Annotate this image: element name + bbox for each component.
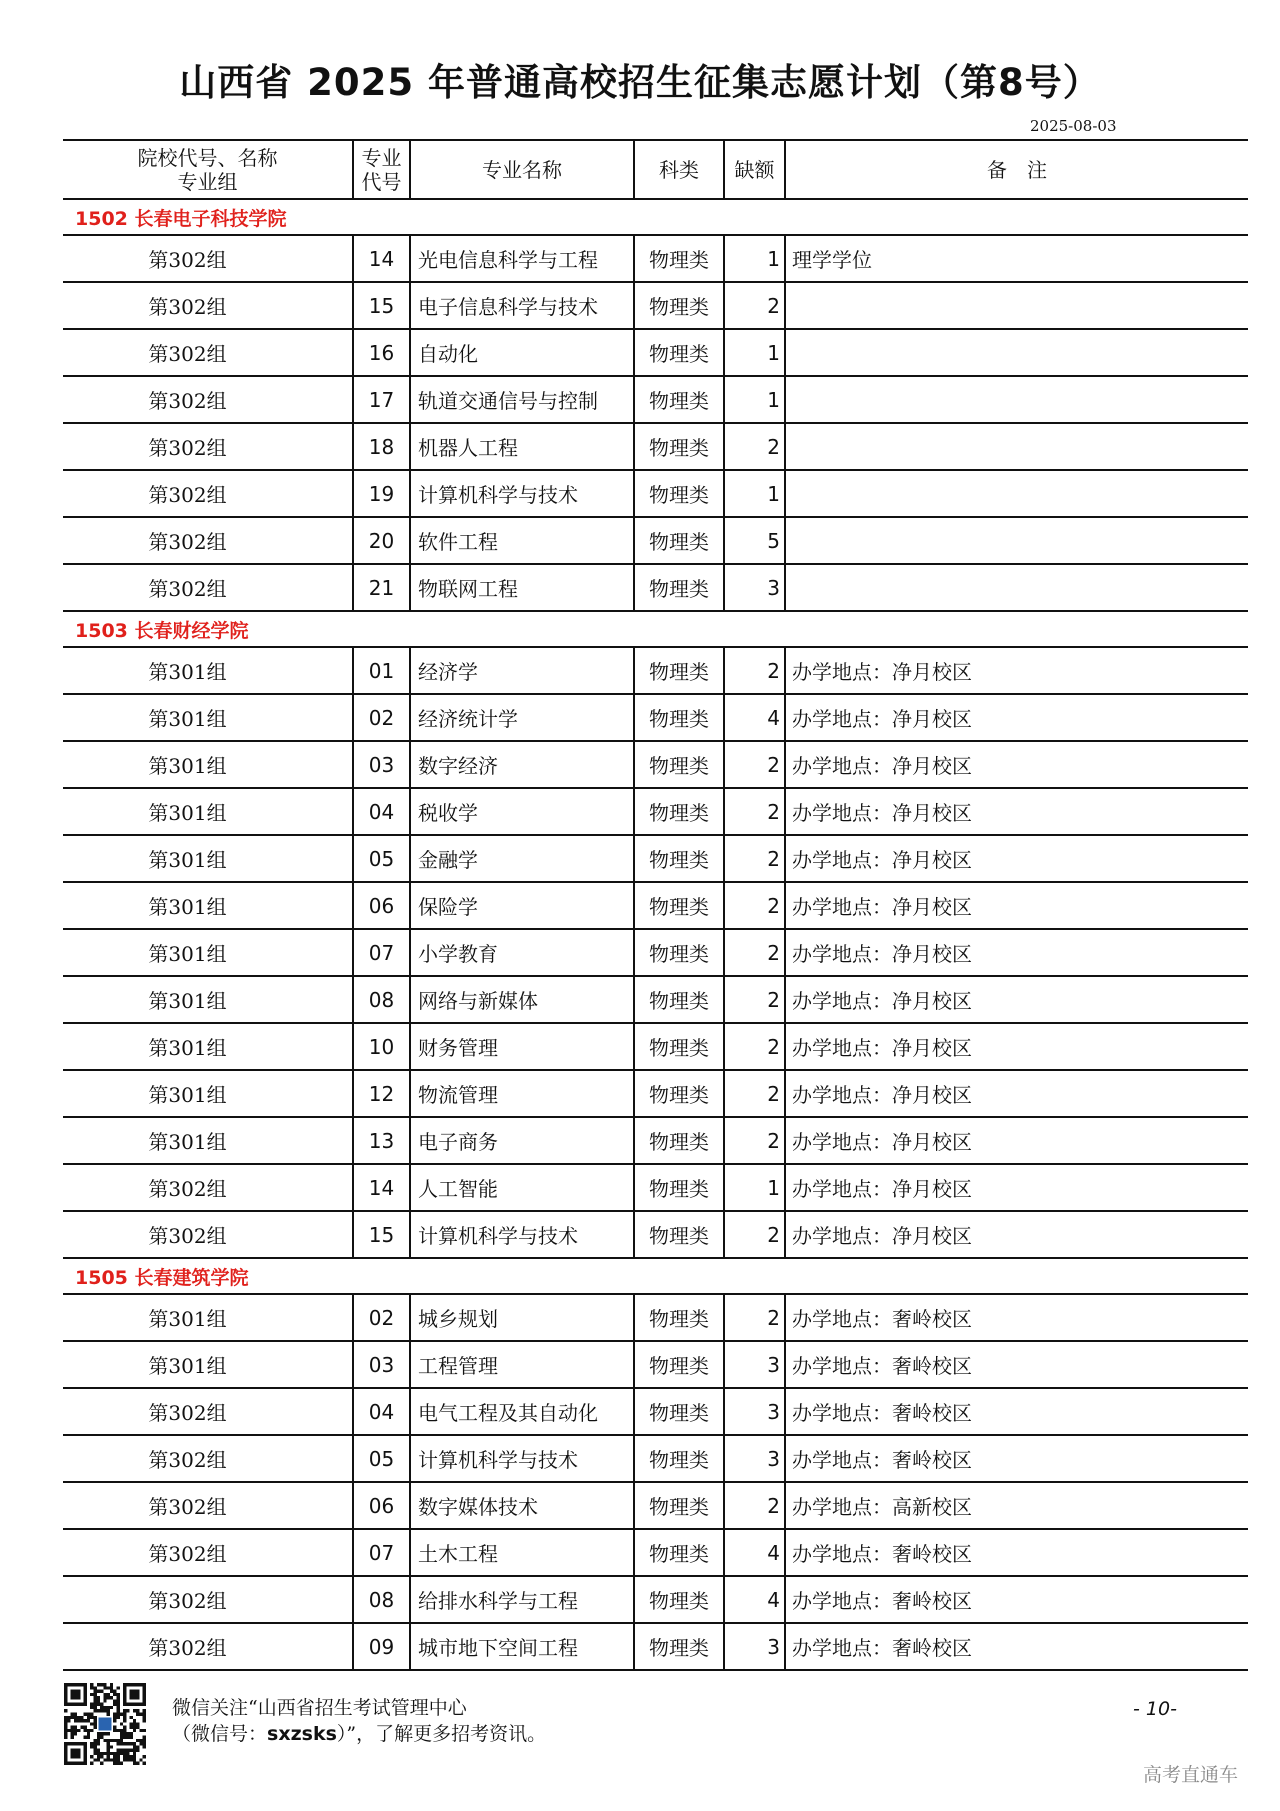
cell-note: 办学地点：高新校区 <box>785 1482 1248 1529</box>
cell-vacancy: 2 <box>724 1294 785 1341</box>
cell-group: 第301组 <box>63 788 353 835</box>
cell-category: 物理类 <box>634 1529 724 1576</box>
cell-name: 电子商务 <box>410 1117 634 1164</box>
cell-code: 05 <box>353 1435 410 1482</box>
cell-vacancy: 2 <box>724 1023 785 1070</box>
cell-group: 第302组 <box>63 376 353 423</box>
table-row <box>63 1529 1248 1576</box>
table-row <box>63 647 1248 694</box>
cell-category: 物理类 <box>634 1164 724 1211</box>
cell-vacancy: 4 <box>724 1576 785 1623</box>
cell-group: 第302组 <box>63 1576 353 1623</box>
cell-name: 税收学 <box>410 788 634 835</box>
cell-code: 03 <box>353 741 410 788</box>
table-row <box>63 470 1248 517</box>
cell-name: 数字媒体技术 <box>410 1482 634 1529</box>
cell-vacancy: 1 <box>724 376 785 423</box>
footer-suffix: ）”，了解更多招考资讯。 <box>336 1723 547 1745</box>
cell-code: 12 <box>353 1070 410 1117</box>
table-row <box>63 235 1248 282</box>
cell-category: 物理类 <box>634 376 724 423</box>
cell-group: 第302组 <box>63 1623 353 1670</box>
cell-vacancy: 1 <box>724 329 785 376</box>
cell-vacancy: 2 <box>724 1211 785 1258</box>
cell-note: 办学地点：净月校区 <box>785 835 1248 882</box>
cell-group: 第302组 <box>63 517 353 564</box>
cell-category: 物理类 <box>634 1388 724 1435</box>
table-row <box>63 1211 1248 1258</box>
cell-note: 办学地点：净月校区 <box>785 882 1248 929</box>
cell-name: 财务管理 <box>410 1023 634 1070</box>
cell-name: 软件工程 <box>410 517 634 564</box>
table-row <box>63 1023 1248 1070</box>
cell-code: 13 <box>353 1117 410 1164</box>
cell-group: 第302组 <box>63 1211 353 1258</box>
header-group: 院校代号、名称 专业组 <box>63 140 353 199</box>
cell-note: 办学地点：净月校区 <box>785 788 1248 835</box>
footer-prefix: （微信号： <box>172 1723 268 1745</box>
cell-name: 工程管理 <box>410 1341 634 1388</box>
cell-vacancy: 3 <box>724 1623 785 1670</box>
cell-group: 第301组 <box>63 1023 353 1070</box>
admission-plan-table <box>63 139 1248 1671</box>
cell-name: 计算机科学与技术 <box>410 1435 634 1482</box>
cell-vacancy: 2 <box>724 741 785 788</box>
cell-group: 第302组 <box>63 470 353 517</box>
cell-vacancy: 1 <box>724 1164 785 1211</box>
cell-note: 办学地点：奢岭校区 <box>785 1529 1248 1576</box>
cell-code: 20 <box>353 517 410 564</box>
cell-category: 物理类 <box>634 1211 724 1258</box>
cell-note: 办学地点：净月校区 <box>785 741 1248 788</box>
document-date: 2025-08-03 <box>1030 117 1117 135</box>
cell-code: 15 <box>353 1211 410 1258</box>
cell-category: 物理类 <box>634 329 724 376</box>
header-vacancy: 缺额 <box>724 140 785 199</box>
cell-category: 物理类 <box>634 1117 724 1164</box>
cell-group: 第301组 <box>63 1341 353 1388</box>
cell-vacancy: 4 <box>724 1529 785 1576</box>
header-code: 专业 代号 <box>353 140 410 199</box>
cell-category: 物理类 <box>634 647 724 694</box>
cell-note <box>785 423 1248 470</box>
cell-vacancy: 2 <box>724 929 785 976</box>
cell-note: 办学地点：净月校区 <box>785 1117 1248 1164</box>
cell-code: 08 <box>353 976 410 1023</box>
cell-group: 第301组 <box>63 929 353 976</box>
cell-group: 第301组 <box>63 1294 353 1341</box>
cell-note: 办学地点：净月校区 <box>785 929 1248 976</box>
table-row <box>63 1576 1248 1623</box>
cell-vacancy: 3 <box>724 1435 785 1482</box>
table-row <box>63 564 1248 611</box>
table-row <box>63 1164 1248 1211</box>
table-row <box>63 1435 1248 1482</box>
cell-vacancy: 2 <box>724 423 785 470</box>
cell-vacancy: 2 <box>724 835 785 882</box>
cell-name: 机器人工程 <box>410 423 634 470</box>
cell-code: 17 <box>353 376 410 423</box>
qr-code-icon <box>64 1683 146 1765</box>
cell-code: 10 <box>353 1023 410 1070</box>
cell-code: 18 <box>353 423 410 470</box>
cell-group: 第301组 <box>63 647 353 694</box>
cell-note: 办学地点：奢岭校区 <box>785 1576 1248 1623</box>
table-row <box>63 882 1248 929</box>
table-row <box>63 788 1248 835</box>
cell-category: 物理类 <box>634 517 724 564</box>
cell-note: 办学地点：净月校区 <box>785 1070 1248 1117</box>
table-row <box>63 1294 1248 1341</box>
cell-code: 06 <box>353 882 410 929</box>
cell-group: 第302组 <box>63 423 353 470</box>
cell-code: 16 <box>353 329 410 376</box>
cell-category: 物理类 <box>634 929 724 976</box>
cell-category: 物理类 <box>634 835 724 882</box>
cell-vacancy: 3 <box>724 1341 785 1388</box>
table-row <box>63 835 1248 882</box>
cell-vacancy: 1 <box>724 470 785 517</box>
cell-group: 第302组 <box>63 564 353 611</box>
cell-note: 办学地点：净月校区 <box>785 1023 1248 1070</box>
cell-code: 03 <box>353 1341 410 1388</box>
cell-group: 第302组 <box>63 1482 353 1529</box>
cell-vacancy: 2 <box>724 1070 785 1117</box>
table-row <box>63 694 1248 741</box>
school-name: 1503 长春财经学院 <box>63 611 1248 647</box>
cell-vacancy: 2 <box>724 282 785 329</box>
cell-group: 第301组 <box>63 835 353 882</box>
cell-vacancy: 4 <box>724 694 785 741</box>
cell-note: 办学地点：净月校区 <box>785 647 1248 694</box>
cell-group: 第301组 <box>63 741 353 788</box>
cell-group: 第301组 <box>63 976 353 1023</box>
cell-category: 物理类 <box>634 282 724 329</box>
cell-vacancy: 3 <box>724 1388 785 1435</box>
cell-note: 办学地点：净月校区 <box>785 1211 1248 1258</box>
cell-code: 15 <box>353 282 410 329</box>
cell-code: 19 <box>353 470 410 517</box>
school-name: 1502 长春电子科技学院 <box>63 199 1248 235</box>
footer-note <box>172 1695 546 1747</box>
cell-note <box>785 564 1248 611</box>
cell-group: 第302组 <box>63 1388 353 1435</box>
cell-note <box>785 470 1248 517</box>
cell-code: 02 <box>353 1294 410 1341</box>
cell-note <box>785 376 1248 423</box>
cell-code: 04 <box>353 788 410 835</box>
cell-name: 轨道交通信号与控制 <box>410 376 634 423</box>
cell-name: 金融学 <box>410 835 634 882</box>
cell-category: 物理类 <box>634 1341 724 1388</box>
cell-name: 保险学 <box>410 882 634 929</box>
cell-group: 第301组 <box>63 882 353 929</box>
cell-vacancy: 5 <box>724 517 785 564</box>
page-title: 山西省 2025 年普通高校招生征集志愿计划（第8号） <box>179 61 1101 104</box>
cell-code: 21 <box>353 564 410 611</box>
cell-code: 08 <box>353 1576 410 1623</box>
cell-vacancy: 2 <box>724 647 785 694</box>
table-row <box>63 376 1248 423</box>
cell-group: 第302组 <box>63 235 353 282</box>
cell-category: 物理类 <box>634 882 724 929</box>
cell-vacancy: 2 <box>724 882 785 929</box>
cell-group: 第301组 <box>63 694 353 741</box>
cell-category: 物理类 <box>634 470 724 517</box>
cell-name: 土木工程 <box>410 1529 634 1576</box>
table-body <box>63 199 1248 1670</box>
cell-category: 物理类 <box>634 1023 724 1070</box>
cell-code: 07 <box>353 929 410 976</box>
footer-line-2 <box>172 1721 546 1747</box>
table-row <box>63 929 1248 976</box>
cell-name: 经济学 <box>410 647 634 694</box>
cell-category: 物理类 <box>634 1482 724 1529</box>
cell-note: 办学地点：奢岭校区 <box>785 1341 1248 1388</box>
cell-name: 计算机科学与技术 <box>410 1211 634 1258</box>
table-row <box>63 1482 1248 1529</box>
cell-vacancy: 2 <box>724 1482 785 1529</box>
cell-name: 自动化 <box>410 329 634 376</box>
cell-note <box>785 329 1248 376</box>
cell-group: 第302组 <box>63 1435 353 1482</box>
cell-category: 物理类 <box>634 1070 724 1117</box>
cell-code: 09 <box>353 1623 410 1670</box>
cell-category: 物理类 <box>634 235 724 282</box>
cell-category: 物理类 <box>634 788 724 835</box>
cell-code: 04 <box>353 1388 410 1435</box>
cell-name: 城市地下空间工程 <box>410 1623 634 1670</box>
cell-name: 计算机科学与技术 <box>410 470 634 517</box>
cell-code: 02 <box>353 694 410 741</box>
cell-category: 物理类 <box>634 1294 724 1341</box>
cell-vacancy: 3 <box>724 564 785 611</box>
cell-category: 物理类 <box>634 976 724 1023</box>
cell-name: 数字经济 <box>410 741 634 788</box>
cell-group: 第302组 <box>63 1529 353 1576</box>
cell-vacancy: 2 <box>724 1117 785 1164</box>
header-note: 备 注 <box>785 140 1248 199</box>
page-number: - 10- <box>1133 1698 1177 1720</box>
cell-category: 物理类 <box>634 1435 724 1482</box>
cell-vacancy: 1 <box>724 235 785 282</box>
cell-group: 第302组 <box>63 329 353 376</box>
table-row <box>63 517 1248 564</box>
cell-code: 14 <box>353 1164 410 1211</box>
cell-code: 14 <box>353 235 410 282</box>
school-section-header <box>63 611 1248 647</box>
cell-category: 物理类 <box>634 564 724 611</box>
cell-note: 办学地点：净月校区 <box>785 694 1248 741</box>
school-section-header <box>63 199 1248 235</box>
cell-group: 第301组 <box>63 1117 353 1164</box>
cell-note <box>785 517 1248 564</box>
cell-name: 给排水科学与工程 <box>410 1576 634 1623</box>
cell-name: 城乡规划 <box>410 1294 634 1341</box>
header-category: 科类 <box>634 140 724 199</box>
table-row <box>63 1117 1248 1164</box>
table-row <box>63 329 1248 376</box>
school-name: 1505 长春建筑学院 <box>63 1258 1248 1294</box>
table-row <box>63 976 1248 1023</box>
header-name: 专业名称 <box>410 140 634 199</box>
cell-category: 物理类 <box>634 1576 724 1623</box>
table-row <box>63 1070 1248 1117</box>
table-row <box>63 741 1248 788</box>
wechat-id: sxzsks <box>267 1723 337 1745</box>
cell-note: 办学地点：净月校区 <box>785 1164 1248 1211</box>
cell-category: 物理类 <box>634 423 724 470</box>
cell-name: 经济统计学 <box>410 694 634 741</box>
footer-line-1: 微信关注“山西省招生考试管理中心 <box>172 1697 467 1719</box>
cell-group: 第302组 <box>63 1164 353 1211</box>
cell-name: 人工智能 <box>410 1164 634 1211</box>
cell-code: 05 <box>353 835 410 882</box>
cell-name: 光电信息科学与工程 <box>410 235 634 282</box>
cell-group: 第302组 <box>63 282 353 329</box>
table-row <box>63 282 1248 329</box>
cell-note: 理学学位 <box>785 235 1248 282</box>
cell-code: 07 <box>353 1529 410 1576</box>
cell-note <box>785 282 1248 329</box>
watermark: 高考直通车 <box>1143 1764 1239 1786</box>
cell-name: 小学教育 <box>410 929 634 976</box>
table-row <box>63 1388 1248 1435</box>
cell-vacancy: 2 <box>724 788 785 835</box>
school-section-header <box>63 1258 1248 1294</box>
cell-note: 办学地点：奢岭校区 <box>785 1388 1248 1435</box>
table-header-row <box>63 140 1248 199</box>
table-row <box>63 1623 1248 1670</box>
cell-vacancy: 2 <box>724 976 785 1023</box>
cell-name: 物联网工程 <box>410 564 634 611</box>
cell-note: 办学地点：奢岭校区 <box>785 1294 1248 1341</box>
cell-code: 01 <box>353 647 410 694</box>
table-row <box>63 423 1248 470</box>
cell-name: 网络与新媒体 <box>410 976 634 1023</box>
cell-name: 物流管理 <box>410 1070 634 1117</box>
cell-category: 物理类 <box>634 694 724 741</box>
cell-note: 办学地点：奢岭校区 <box>785 1435 1248 1482</box>
cell-category: 物理类 <box>634 741 724 788</box>
cell-category: 物理类 <box>634 1623 724 1670</box>
cell-group: 第301组 <box>63 1070 353 1117</box>
cell-note: 办学地点：奢岭校区 <box>785 1623 1248 1670</box>
cell-note: 办学地点：净月校区 <box>785 976 1248 1023</box>
cell-name: 电子信息科学与技术 <box>410 282 634 329</box>
cell-name: 电气工程及其自动化 <box>410 1388 634 1435</box>
table-row <box>63 1341 1248 1388</box>
cell-code: 06 <box>353 1482 410 1529</box>
